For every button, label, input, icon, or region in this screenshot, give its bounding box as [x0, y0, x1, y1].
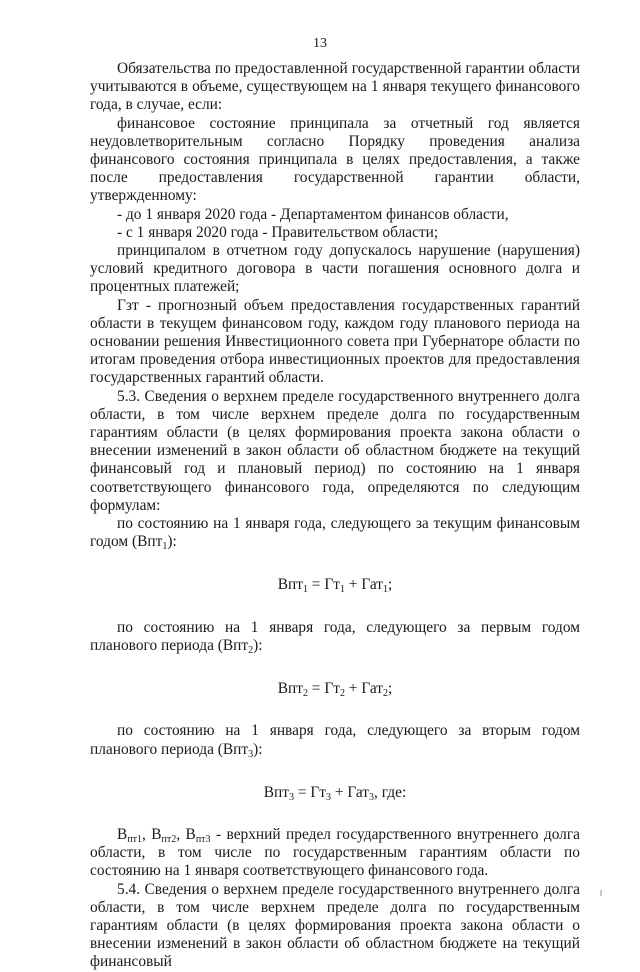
document-body [90, 60, 580, 972]
paragraph-financial-state: финансовое состояние принципала за отчетный год является неудовлетворительным согласно Порядку проведения анализа финансового состояния принципала в целях предоставления, а также после предоставления государственной гарантии области, утвержденному: [90, 114, 580, 205]
formula-intro-2: по состоянию на 1 января года, следующего за первым годом планового периода (Впт$_2$): [90, 618, 580, 656]
page-number: 13 [313, 36, 327, 51]
paragraph-gzt-definition: Гзт - прогнозный объем предоставления государственных гарантий области в текущем финансовом году, каждом году планового периода на основании решения Инвестиционного совета при Губернаторе области по итогам проведения отбора инвестиционных проектов для предоставления государственных гарантий области. [90, 296, 580, 387]
paragraph-obligations: Обязательства по предоставленной государственной гарантии области учитываются в объеме, существующем на 1 января текущего финансового года, в случае, если: [90, 60, 580, 114]
formula-2: $Впт_2 = Гт_2 + Гат_2$; [277, 680, 393, 700]
paragraph-5-3: 5.3. Сведения о верхнем пределе государственного внутреннего долга области, в том числе верхнем пределе долга по государственным гарантиям области (в целях формирования проекта закона области о внесении изменений в закон области об областном бюджете на текущий финансовый год и плановый период) по состоянию на 1 января соответствующего финансового года, определяются по следующим формулам: [90, 387, 580, 514]
formula-3: $Впт_3 = Гт_3 + Гат_3$, где: [263, 783, 407, 803]
scan-mark [600, 890, 602, 896]
paragraph-definition-vpt: $В_{пт1}$, $В_{пт2}$, $В_{пт3}$ - верхний предел государственного внутреннего долга области, в том числе по государственным гарантиям области по состоянию на 1 января соответствующего финансового года. [90, 825, 581, 880]
formula-1: $Впт_1 = Гт_1 + Гат_1$; [277, 576, 393, 596]
paragraph-5-4: 5.4. Сведения о верхнем пределе государственного внутреннего долга области, в том числе верхнем пределе долга по государственным гарантиям области (в целях формирования проекта закона области о внесении изменений в закон области об областном бюджете на текущий финансовый [90, 880, 580, 971]
paragraph-violation: принципалом в отчетном году допускалось нарушение (нарушения) условий кредитного договора в части погашения основного долга и процентных платежей; [90, 242, 580, 296]
formula-intro-3: по состоянию на 1 января года, следующего за вторым годом планового периода (Впт$_3$): [90, 722, 580, 760]
formula-intro-1: по состоянию на 1 января года, следующего за текущим финансовым годом (Впт$_1$): [90, 515, 580, 553]
paragraph-until-2020: - до 1 января 2020 года - Департаментом финансов области, [117, 205, 509, 223]
paragraph-from-2020: - с 1 января 2020 года - Правительством области; [117, 223, 439, 241]
